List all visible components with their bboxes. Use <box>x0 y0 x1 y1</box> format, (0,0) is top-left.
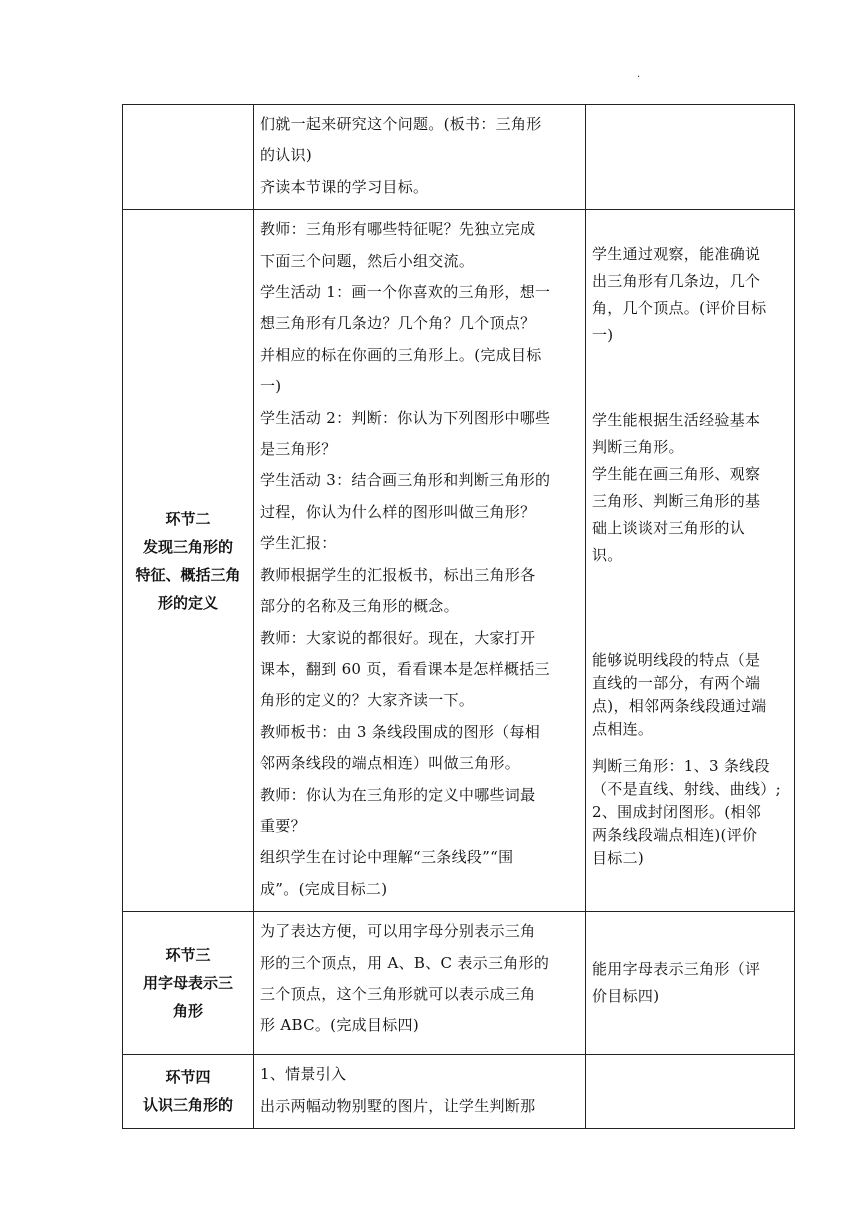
process-line: 的认识) <box>260 146 313 165</box>
evaluation-block <box>592 241 788 349</box>
process-line: 学生活动 1：画一个你喜欢的三角形，想一 <box>260 283 551 302</box>
evaluation-line: 点相连。 <box>592 720 654 739</box>
table-row <box>123 210 795 912</box>
evaluation-cell <box>586 912 795 1055</box>
stage-cell <box>123 1055 254 1129</box>
process-line: 重要？ <box>260 816 306 835</box>
process-line: 形的三个顶点，用 A、B、C 表示三角形的 <box>260 953 550 972</box>
process-line: 三个顶点，这个三角形就可以表示成三角 <box>260 984 536 1003</box>
stage-line: 用字母表示三 <box>142 974 233 993</box>
process-line: 过程，你认为什么样的图形叫做三角形？ <box>260 502 536 521</box>
evaluation-line: 目标二) <box>592 849 645 868</box>
lesson-plan-table <box>122 104 795 1129</box>
process-line: 成”。(完成目标二) <box>260 879 388 898</box>
evaluation-line: 判断三角形：1、3 条线段 <box>592 757 770 776</box>
evaluation-line: 角，几个顶点。(评价目标 <box>592 299 767 318</box>
evaluation-line: 三角形、判断三角形的基 <box>592 492 761 511</box>
stage-cell <box>123 105 254 210</box>
process-line: 教师：大家说的都很好。现在，大家打开 <box>260 628 536 647</box>
process-line: 1、情景引入 <box>260 1065 347 1084</box>
process-line: 学生活动 2：判断：你认为下列图形中哪些 <box>260 408 551 427</box>
evaluation-block <box>592 407 788 569</box>
process-cell <box>254 210 586 912</box>
process-line: 为了表达方便，可以用字母分别表示三角 <box>260 922 536 941</box>
process-line: 角形的定义的？大家齐读一下。 <box>260 691 475 710</box>
page-mark: . <box>637 69 641 80</box>
process-line: 齐读本节课的学习目标。 <box>260 177 429 196</box>
process-line: 形 ABC。(完成目标四) <box>260 1016 419 1035</box>
evaluation-line: 学生能根据生活经验基本 <box>592 411 761 430</box>
stage-line: 环节二 <box>165 509 211 528</box>
process-line: 教师板书：由 3 条线段围成的图形（每相 <box>260 722 541 741</box>
table-row <box>123 105 795 210</box>
stage-cell <box>123 912 254 1055</box>
process-line: 下面三个问题，然后小组交流。 <box>260 251 475 270</box>
stage-line: 角形 <box>172 1002 203 1021</box>
evaluation-line: 能用字母表示三角形（评 <box>592 960 761 979</box>
process-line: 教师：三角形有哪些特征呢？先独立完成 <box>260 220 536 239</box>
process-line: 们就一起来研究这个问题。(板书：三角形 <box>260 115 542 133</box>
evaluation-cell <box>586 105 795 210</box>
evaluation-line: 2、围成封闭图形。(相邻 <box>592 803 761 822</box>
process-line: 教师：你认为在三角形的定义中哪些词最 <box>260 785 536 804</box>
evaluation-line: 能够说明线段的特点（是 <box>592 651 761 670</box>
evaluation-line: 直线的一部分，有两个端 <box>592 674 761 693</box>
stage-line: 环节四 <box>165 1068 211 1087</box>
table-row <box>123 912 795 1055</box>
stage-line: 环节三 <box>165 946 211 965</box>
process-line: 是三角形？ <box>260 440 337 459</box>
evaluation-line: 识。 <box>592 546 623 565</box>
evaluation-cell <box>586 1055 795 1129</box>
evaluation-line: 判断三角形。 <box>592 438 684 457</box>
evaluation-line: 学生能在画三角形、观察 <box>592 465 761 484</box>
process-cell <box>254 1055 586 1129</box>
process-line: 学生汇报： <box>260 534 337 553</box>
process-line: 组织学生在讨论中理解“三条线段”“围 <box>260 848 514 867</box>
evaluation-line: 学生通过观察，能准确说 <box>592 245 761 264</box>
process-line: 课本，翻到 60 页，看看课本是怎样概括三 <box>260 659 550 678</box>
stage-cell <box>123 210 254 912</box>
process-line: 邻两条线段的端点相连）叫做三角形。 <box>260 754 521 773</box>
evaluation-line: 一) <box>592 326 614 345</box>
evaluation-line: 础上谈谈对三角形的认 <box>592 519 746 538</box>
process-line: 学生活动 3：结合画三角形和判断三角形的 <box>260 471 551 490</box>
evaluation-line: 点)，相邻两条线段通过端 <box>592 697 767 716</box>
evaluation-block <box>592 649 788 741</box>
stage-line: 发现三角形的 <box>142 537 233 556</box>
process-line: 出示两幅动物别墅的图片，让学生判断那 <box>260 1096 536 1115</box>
evaluation-block <box>592 755 788 870</box>
evaluation-line: 出三角形有几条边，几个 <box>592 272 761 291</box>
process-cell <box>254 912 586 1055</box>
process-line: 并相应的标在你画的三角形上。(完成目标 <box>260 345 542 364</box>
process-line: 部分的名称及三角形的概念。 <box>260 597 459 616</box>
process-line: 教师根据学生的汇报板书，标出三角形各 <box>260 565 536 584</box>
stage-line: 形的定义 <box>157 593 218 612</box>
evaluation-line: （不是直线、射线、曲线）; <box>592 780 781 799</box>
evaluation-line: 价目标四) <box>592 987 660 1006</box>
process-cell <box>254 105 586 210</box>
evaluation-line: 两条线段端点相连)(评价 <box>592 826 758 845</box>
table-row <box>123 1055 795 1129</box>
stage-line: 认识三角形的 <box>142 1096 233 1115</box>
stage-line: 特征、概括三角 <box>135 565 241 584</box>
process-line: 想三角形有几条边？几个角？几个顶点？ <box>260 314 536 333</box>
evaluation-cell <box>586 210 795 912</box>
process-line: 一) <box>260 377 282 396</box>
